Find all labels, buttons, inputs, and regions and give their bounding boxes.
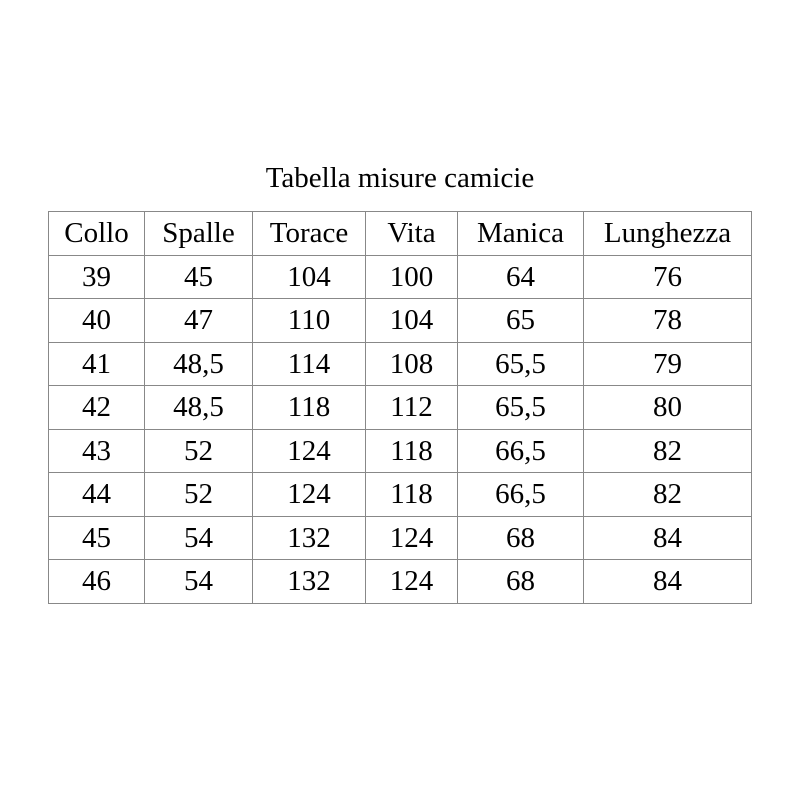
table-cell: 44	[49, 473, 145, 517]
table-cell: 68	[458, 560, 584, 604]
header-spalle: Spalle	[145, 212, 253, 256]
table-cell: 39	[49, 255, 145, 299]
table-cell: 79	[584, 342, 752, 386]
table-cell: 42	[49, 386, 145, 430]
table-cell: 68	[458, 516, 584, 560]
table-cell: 118	[366, 473, 458, 517]
table-cell: 108	[366, 342, 458, 386]
table-cell: 80	[584, 386, 752, 430]
size-table	[48, 211, 752, 604]
table-cell: 132	[253, 560, 366, 604]
table-cell: 41	[49, 342, 145, 386]
table-row	[49, 429, 752, 473]
table-cell: 110	[253, 299, 366, 343]
table-cell: 82	[584, 429, 752, 473]
table-cell: 46	[49, 560, 145, 604]
table-cell: 118	[366, 429, 458, 473]
table-row	[49, 255, 752, 299]
table-cell: 65	[458, 299, 584, 343]
header-vita: Vita	[366, 212, 458, 256]
header-manica: Manica	[458, 212, 584, 256]
table-cell: 124	[366, 516, 458, 560]
table-cell: 124	[366, 560, 458, 604]
table-cell: 104	[253, 255, 366, 299]
table-cell: 84	[584, 516, 752, 560]
table-cell: 104	[366, 299, 458, 343]
table-row	[49, 342, 752, 386]
table-cell: 43	[49, 429, 145, 473]
table-cell: 66,5	[458, 429, 584, 473]
table-cell: 124	[253, 429, 366, 473]
table-cell: 48,5	[145, 386, 253, 430]
table-row	[49, 299, 752, 343]
table-cell: 45	[49, 516, 145, 560]
table-cell: 84	[584, 560, 752, 604]
table-cell: 52	[145, 429, 253, 473]
page-title: Tabella misure camicie	[265, 162, 535, 194]
table-cell: 78	[584, 299, 752, 343]
header-collo: Collo	[49, 212, 145, 256]
table-cell: 40	[49, 299, 145, 343]
table-cell: 124	[253, 473, 366, 517]
table-row	[49, 516, 752, 560]
table-cell: 47	[145, 299, 253, 343]
table-row	[49, 386, 752, 430]
table-cell: 64	[458, 255, 584, 299]
table-cell: 76	[584, 255, 752, 299]
table-cell: 132	[253, 516, 366, 560]
table-cell: 114	[253, 342, 366, 386]
table-row	[49, 473, 752, 517]
table-cell: 100	[366, 255, 458, 299]
table-row	[49, 560, 752, 604]
header-torace: Torace	[253, 212, 366, 256]
table-cell: 54	[145, 560, 253, 604]
header-row	[49, 212, 752, 256]
header-lunghezza: Lunghezza	[584, 212, 752, 256]
table-cell: 54	[145, 516, 253, 560]
table-cell: 82	[584, 473, 752, 517]
table-cell: 118	[253, 386, 366, 430]
table-cell: 66,5	[458, 473, 584, 517]
table-cell: 52	[145, 473, 253, 517]
table-cell: 48,5	[145, 342, 253, 386]
table-cell: 112	[366, 386, 458, 430]
table-cell: 65,5	[458, 342, 584, 386]
table-cell: 65,5	[458, 386, 584, 430]
table-cell: 45	[145, 255, 253, 299]
